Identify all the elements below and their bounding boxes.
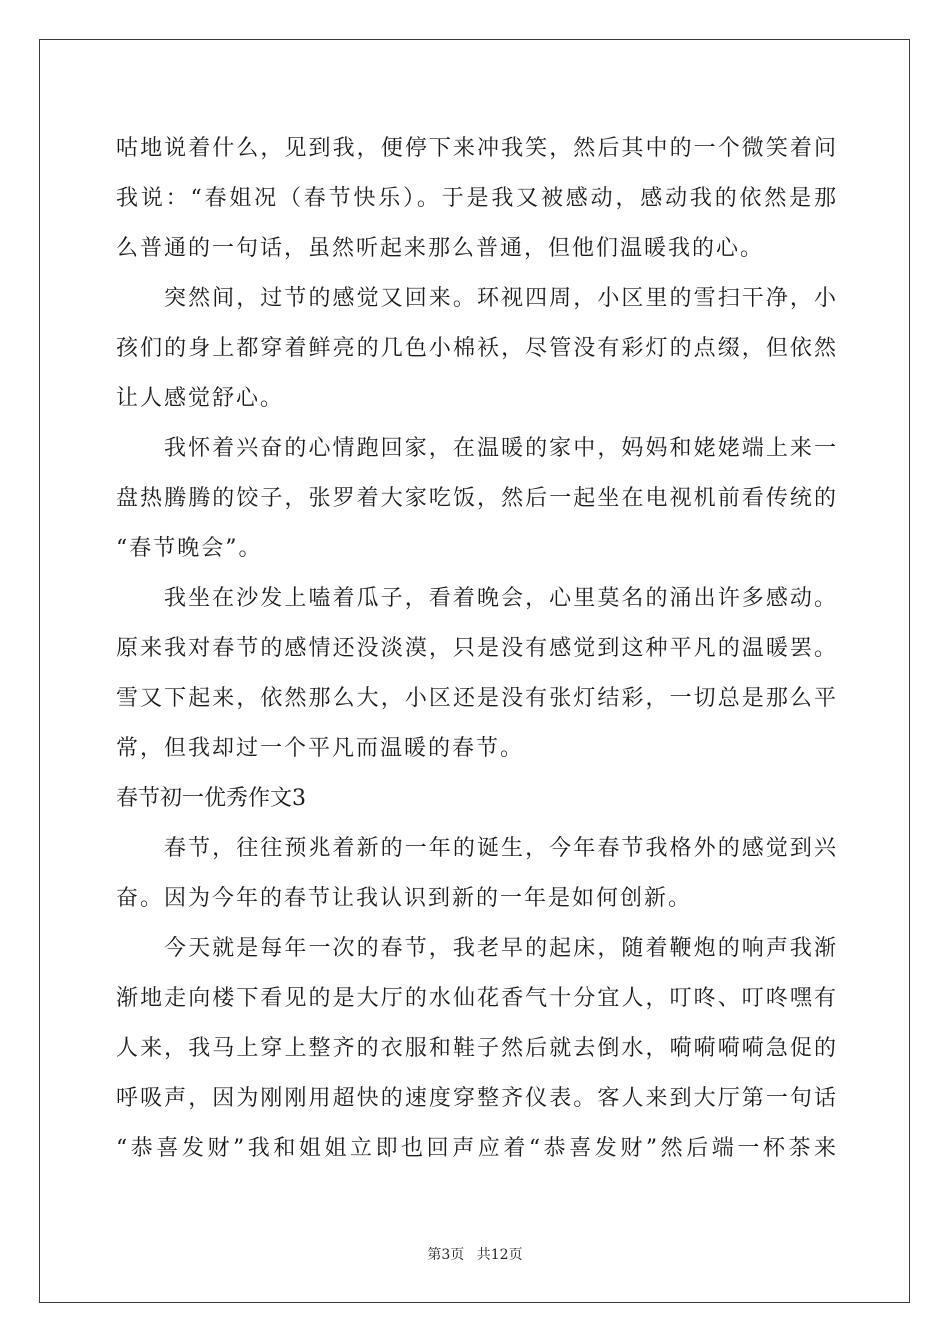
text-line: 奋。因为今年的春节让我认识到新的一年是如何创新。 [116, 886, 693, 911]
text-line: “恭喜发财”我和姐姐立即也回声应着“恭喜发财”然后端一杯茶来 [116, 1136, 836, 1161]
text-line: 让人感觉舒心。 [116, 386, 285, 411]
text-line: 原来我对春节的感情还没淡漠，只是没有感觉到这种平凡的温暖罢。 [116, 636, 836, 661]
text-line: 人来，我马上穿上整齐的衣服和鞋子然后就去倒水，嗬嗬嗬嗬急促的 [116, 1036, 836, 1061]
text-line: 突然间，过节的感觉又回来。环视四周，小区里的雪扫干净，小 [164, 286, 836, 311]
text-line: “春节晚会”。 [116, 536, 263, 561]
text-line: 今天就是每年一次的春节，我老早的起床，随着鞭炮的响声我渐 [164, 936, 836, 961]
text-line: 盘热腾腾的饺子，张罗着大家吃饭，然后一起坐在电视机前看传统的 [116, 486, 836, 511]
text-line: 孩们的身上都穿着鲜亮的几色小棉袄，尽管没有彩灯的点缀，但依然 [116, 336, 836, 361]
text-line: 呼吸声，因为刚刚用超快的速度穿整齐仪表。客人来到大厅第一句话 [116, 1086, 836, 1111]
page-footer [0, 1244, 950, 1264]
text-line: 春节，往往预兆着新的一年的诞生，今年春节我格外的感觉到兴 [164, 836, 836, 861]
text-line: 我坐在沙发上嗑着瓜子，看着晚会，心里莫名的涌出许多感动。 [164, 586, 836, 611]
text-line: 雪又下起来，依然那么大，小区还是没有张灯结彩，一切总是那么平 [116, 686, 836, 711]
text-line: 渐地走向楼下看见的是大厅的水仙花香气十分宜人，叮咚、叮咚嘿有 [116, 986, 836, 1011]
text-line: 我说：“春姐况（春节快乐）。于是我又被感动，感动我的依然是那 [116, 186, 836, 211]
page-total: 共12页 [476, 1247, 523, 1263]
text-line: 常，但我却过一个平凡而温暖的春节。 [116, 736, 525, 761]
text-line: 么普通的一句话，虽然听起来那么普通，但他们温暖我的心。 [116, 236, 765, 261]
text-line: 我怀着兴奋的心情跑回家，在温暖的家中，妈妈和姥姥端上来一 [164, 436, 836, 461]
text-line: 咕地说着什么，见到我，便停下来冲我笑，然后其中的一个微笑着问 [116, 136, 836, 161]
section-heading: 春节初一优秀作文3 [116, 786, 306, 811]
page-number: 第3页 [427, 1247, 465, 1263]
